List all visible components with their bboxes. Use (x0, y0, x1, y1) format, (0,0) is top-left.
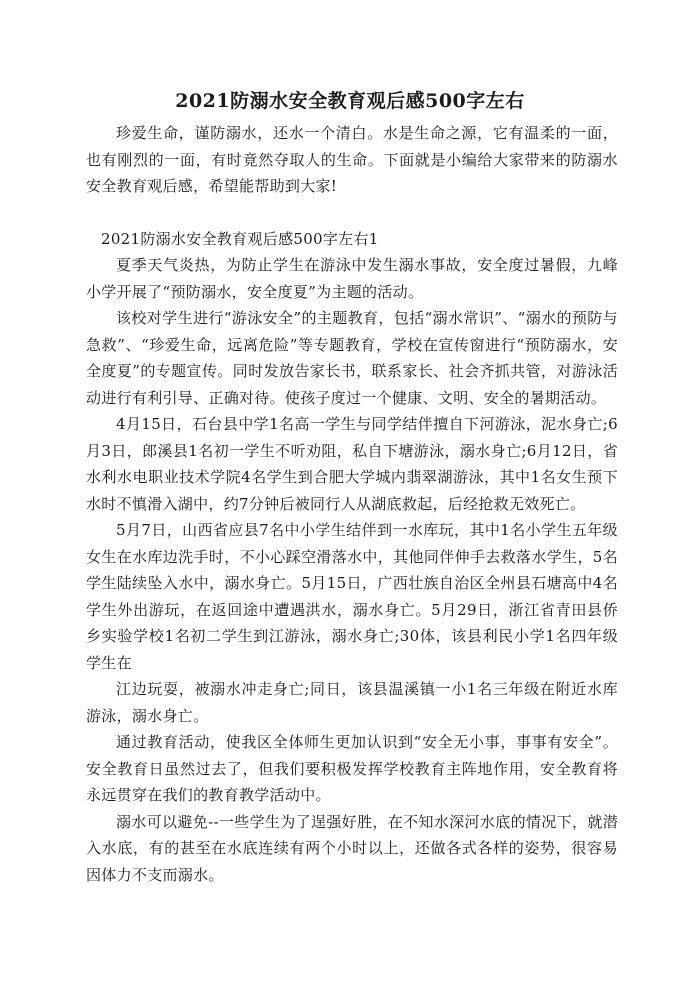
paragraph: 夏季天气炎热，为防止学生在游泳中发生溺水事故，安全度过暑假，九峰小学开展了“预防溺水，安全度夏”为主题的活动。 (86, 256, 618, 301)
paragraph: 5月7日，山西省应县7名中小学生结伴到一水库玩，其中1名小学生五年级女生在水库边洗手时，不小心踩空滑落水中，其他同伴伸手去救落水学生，5名学生陆续坠入水中，溺水身亡。5月15日，广西壮族自治区全州县石塘高中4名学生外出游玩，在返回途中遭遇洪水，溺水身亡。5月29日，浙江省青田县侨乡实验学校1名初二学生到江游泳，溺水身亡;30体，该县利民小学1名四年级学生在 (86, 521, 618, 672)
section-title: 2021防溺水安全教育观后感500字左右1 (101, 229, 379, 248)
document-body (86, 120, 618, 888)
intro-paragraph: 珍爱生命，谨防溺水，还水一个清白。水是生命之源，它有温柔的一面，也有刚烈的一面，有时竟然夺取人的生命。下面就是小编给大家带来的防溺水安全教育观后感，希望能帮助到大家! (86, 124, 618, 195)
paragraph: 江边玩耍，被溺水冲走身亡;同日，该县温溪镇一小1名三年级在附近水库游泳，溺水身亡。 (86, 680, 618, 725)
paragraph: 4月15日，石台县中学1名高一学生与同学结伴擅自下河游泳，泥水身亡;6月3日，郎溪县1名初一学生不听劝阻，私自下塘游泳，溺水身亡;6月12日，省水利水电职业技术学院4名学生到合肥大学城内翡翠湖游泳，其中1名女生预下水时不慎滑入湖中，约7分钟后被同行人从湖底救起，后经抢救无效死亡。 (86, 415, 618, 513)
paragraph: 该校对学生进行“游泳安全”的主题教育，包括“溺水常识”、“溺水的预防与急救”、“珍爱生命，远离危险”等专题教育，学校在宣传窗进行“预防溺水，安全度夏”的专题宣传。同时发放告家长书，联系家长、社会齐抓共管，对游泳活动进行有利引导、正确对待。使孩子度过一个健康、文明、安全的暑期活动。 (86, 309, 618, 407)
paragraph: 通过教育活动，使我区全体师生更加认识到“安全无小事，事事有安全”。安全教育日虽然过去了，但我们要积极发挥学校教育主阵地作用，安全教育将永远贯穿在我们的教育教学活动中。 (86, 733, 618, 804)
document-title: 2021防溺水安全教育观后感500字左右 (175, 90, 525, 112)
paragraph: 溺水可以避免--一些学生为了逞强好胜，在不知水深河水底的情况下，就潜入水底，有的甚至在水底连续有两个小时以上，还做各式各样的姿势，很容易因体力不支而溺水。 (86, 812, 618, 884)
